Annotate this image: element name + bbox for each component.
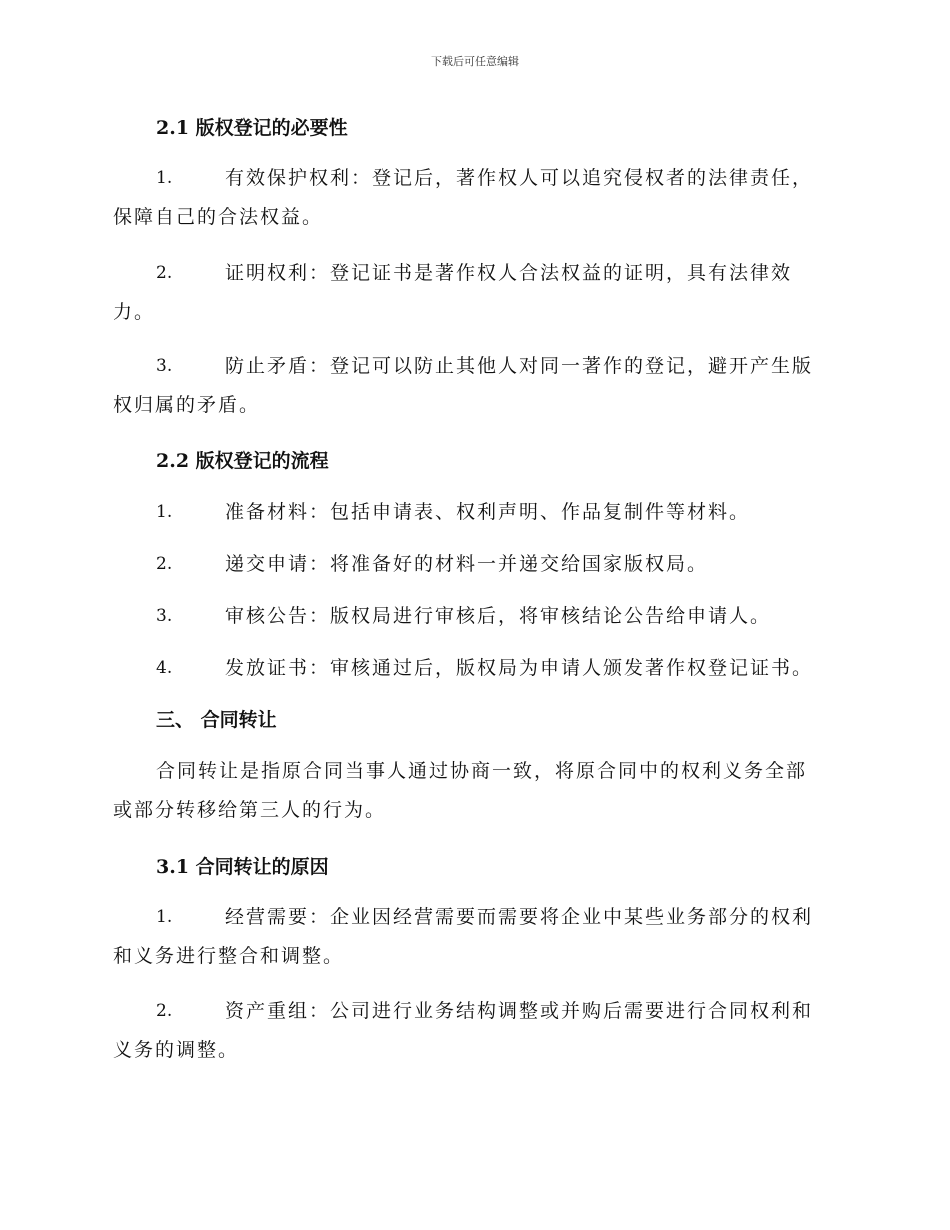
list-item-text: 准备材料：包括申请表、权利声明、作品复制件等材料。 [225,501,751,523]
list-item-number: 1. [156,502,173,522]
list-item-text-continued: 义务的调整。 [113,1039,240,1061]
list-item [113,649,835,688]
list-item-text: 资产重组：公司进行业务结构调整或并购后需要进行合同权利和 [225,1000,814,1022]
list-item [113,898,835,976]
list-item-text-continued: 和义务进行整合和调整。 [113,945,345,967]
list-item-text: 有效保护权利：登记后，著作权人可以追究侵权者的法律责任， [225,167,814,189]
list-item-number: 2. [156,1001,173,1021]
list-item-number: 4. [156,658,173,678]
list-item-number: 2. [156,263,173,283]
body-paragraph [113,752,835,830]
list-item-text: 审核公告：版权局进行审核后，将审核结论公告给申请人。 [225,605,772,627]
list-item-number: 1. [156,907,173,927]
list-item-text: 发放证书：审核通过后，版权局为申请人颁发著作权登记证书。 [225,657,814,679]
list-item-number: 1. [156,168,173,188]
list-item [113,159,835,237]
list-item [113,347,835,425]
list-item [113,597,835,636]
section-heading-3-1: 3.1 合同转让的原因 [156,856,329,878]
list-item-text: 经营需要：企业因经营需要而需要将企业中某些业务部分的权利 [225,906,814,928]
list-item-number: 3. [156,606,173,626]
section-heading-2-2: 2.2 版权登记的流程 [156,450,329,472]
section-heading-3: 三、 合同转让 [156,709,277,731]
section-heading-2-1: 2.1 版权登记的必要性 [156,117,348,139]
list-item-number: 3. [156,356,173,376]
list-item-text-continued: 保障自己的合法权益。 [113,206,324,228]
list-item [113,545,835,584]
paragraph-text: 合同转让是指原合同当事人通过协商一致，将原合同中的权利义务全部 [156,760,808,782]
list-item [113,254,835,332]
list-item-number: 2. [156,554,173,574]
list-item [113,493,835,532]
list-item-text-continued: 力。 [113,301,156,323]
list-item [113,992,835,1070]
list-item-text-continued: 权归属的矛盾。 [113,394,261,416]
list-item-text: 递交申请：将准备好的材料一并递交给国家版权局。 [225,553,709,575]
list-item-text: 证明权利：登记证书是著作权人合法权益的证明，具有法律效 [225,262,793,284]
list-item-text: 防止矛盾：登记可以防止其他人对同一著作的登记，避开产生版 [225,355,814,377]
page-header: 下载后可任意编辑 [431,55,519,68]
paragraph-text-continued: 或部分转移给第三人的行为。 [113,799,387,821]
